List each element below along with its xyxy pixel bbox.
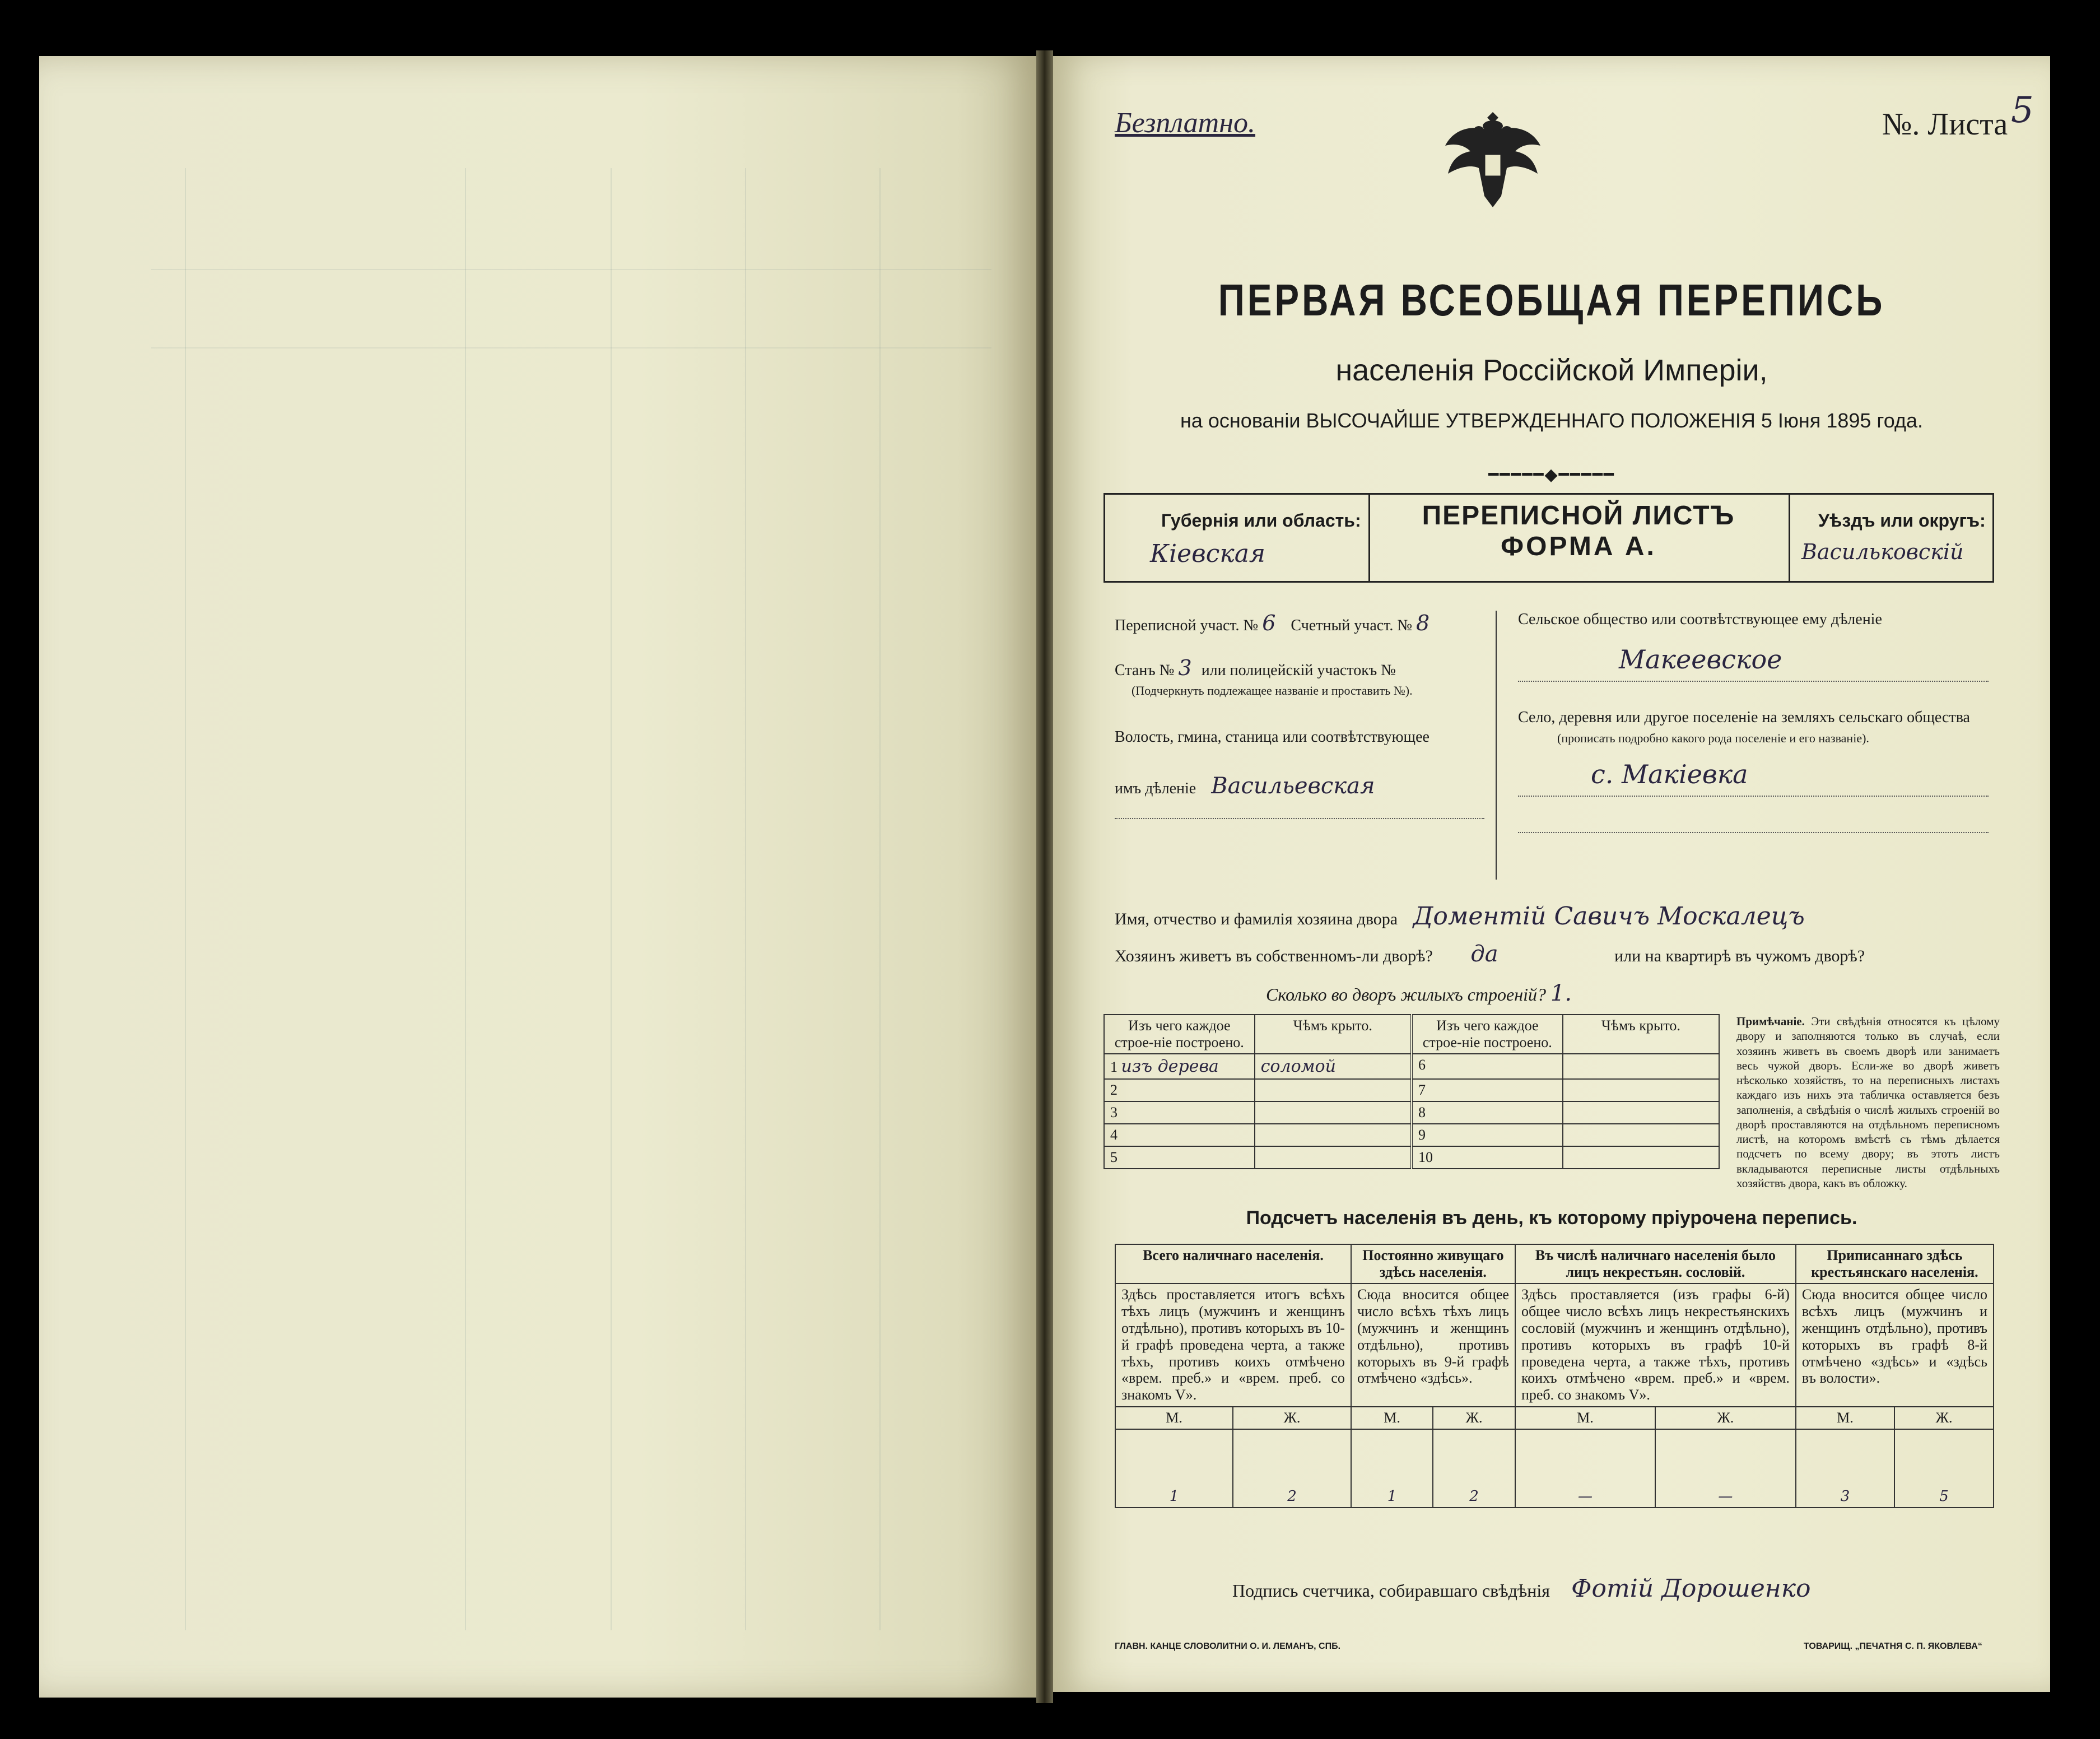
m-header: М. [1351,1407,1433,1429]
roof-cell: соломой [1260,1056,1336,1076]
district-value: Васильковскій [1801,540,1964,564]
ghost-rule [185,168,186,1630]
volost-label: Волость, гмина, станица или соотвѣтствующее [1115,728,1430,746]
form-header-box [1103,493,1994,583]
col-desc: Здѣсь проставляется итогъ всѣхъ тѣхъ лицъ (мужчинъ и женщинъ отдѣльно), противъ которыхъ въ 10-й графѣ проведена черта, а также тѣхъ, противъ коихъ отмѣчено «врем. преб.» и «врем. преб. со знакомъ V». [1115,1284,1351,1407]
col-title: Постоянно живущаго здѣсь населенія. [1351,1244,1515,1284]
table-row [1104,1146,1719,1169]
legal-basis: на основаніи ВЫСОЧАЙШЕ УТВЕРЖДЕННАГО ПОЛОЖЕНІЯ 5 Іюня 1895 года. [1180,409,1923,432]
main-title: ПЕРВАЯ ВСЕОБЩАЯ ПЕРЕПИСЬ [1218,275,1885,325]
imperial-eagle-icon [1440,101,1546,213]
book-gutter [1036,50,1053,1703]
population-count-table [1115,1244,1994,1508]
table-row [1104,1124,1719,1146]
count-value: 1 [1351,1429,1433,1508]
signature-value: Фотій Дорошенко [1571,1574,1811,1603]
census-district-value: 6 [1262,611,1276,635]
location-fields-left [1109,611,1497,880]
village-note: (прописать подробно какого рода поселеніе и его названіе). [1557,731,1869,745]
rent-label: или на квартирѣ въ чужомъ дворѣ? [1614,947,1865,965]
zh-header: Ж. [1233,1407,1351,1429]
printer-right: ТОВАРИЩ. „ПЕЧАТНЯ С. П. ЯКОВЛЕВА“ [1804,1642,1982,1651]
count-district-value: 8 [1416,611,1430,635]
table-row [1115,1429,1994,1508]
printer-left: ГЛАВН. КАНЦЕ СЛОВОЛИТНИ О. И. ЛЕМАНЪ, СПБ. [1115,1642,1341,1651]
note-block [1736,1014,2000,1191]
ghost-rule [151,269,991,270]
col-title: Въ числѣ наличнаго населенія было лицъ некрестьян. сословій. [1515,1244,1796,1284]
district-cell [1789,495,1994,581]
village-value: с. Макіевка [1591,759,1748,789]
zh-header: Ж. [1894,1407,1994,1429]
note-text: Эти свѣдѣнія относятся къ цѣлому двору и заполняются только въ случаѣ, если хозяинъ живетъ въ своемъ дворѣ или занимаетъ весь чужой дворъ. Если-же во дворѣ живетъ нѣсколько хозяйствъ, то на переписныхъ листахъ каждаго изъ нихъ эта табличка оставляется безъ заполненія, а свѣдѣнія о числѣ жилыхъ строеній во дворѣ проставляются на отдѣльномъ переписномъ листѣ, на которомъ вмѣстѣ съ тѣмъ дѣлается подсчетъ по всему двору; въ этотъ листъ вкладываются переписные листы отдѣльныхъ хозяйствъ двора, какъ въ обложку. [1736,1015,2000,1190]
ghost-rule [745,168,746,1630]
form-name: ФОРМА А. [1501,532,1656,561]
row-number: 2 [1104,1079,1255,1101]
owner-label: Имя, отчество и фамилія хозяина двора [1115,910,1398,928]
count-value: 2 [1233,1429,1351,1508]
society-line [1518,681,1989,682]
m-header: М. [1115,1407,1233,1429]
signature-row [1232,1574,1811,1603]
province-value: Кіевская [1150,540,1266,568]
buildings-value: 1. [1550,980,1572,1006]
col-title: Приписаннаго здѣсь крестьянскаго населенія. [1796,1244,1994,1284]
row-number: 4 [1104,1124,1255,1146]
row-number: 5 [1104,1146,1255,1169]
village-line [1518,796,1989,797]
sheet-title-cell [1368,495,1789,581]
col-roof-header: Чѣмъ крыто. [1255,1015,1412,1054]
police-label: или полицейскій участокъ № [1201,662,1396,679]
stan-label: Станъ № [1115,662,1175,679]
col-desc: Сюда вносится общее число всѣхъ лицъ (мужчинъ и женщинъ отдѣльно), противъ которыхъ въ графѣ 8-й отмѣчено «здѣсь» и «здѣсь въ волости». [1796,1284,1994,1407]
count-value: — [1515,1429,1655,1508]
ghost-rule [611,168,612,1630]
table-row [1104,1079,1719,1101]
owner-row [1115,902,1805,931]
row-number: 10 [1412,1146,1563,1169]
village-label: Село, деревня или другое поселеніе на земляхъ сельскаго общества [1518,709,1970,726]
table-row [1104,1101,1719,1124]
census-form-page [1053,56,2050,1692]
census-district-label: Переписной участ. № [1115,617,1259,634]
count-value: 1 [1115,1429,1233,1508]
ornament-divider: ━━━━━◆━━━━━ [1488,465,1615,485]
province-cell [1105,495,1370,581]
row-number: 8 [1412,1101,1563,1124]
owner-value: Доментій Савичъ Москалецъ [1413,902,1805,931]
volost-blank-line [1115,818,1484,819]
col-title: Всего наличнаго населенія. [1115,1244,1351,1284]
row-number: 9 [1412,1124,1563,1146]
volost-value: Васильевская [1211,773,1375,799]
stan-note: (Подчеркнуть подлежащее названіе и проставить №). [1132,683,1413,698]
buildings-table [1103,1014,1720,1169]
sheet-number-value: 5 [2011,90,2034,131]
subtitle: населенія Россійской Имперіи, [1335,354,1768,387]
signature-label: Подпись счетчика, собиравшаго свѣдѣнія [1232,1580,1550,1601]
row-number: 6 [1412,1054,1563,1079]
stan-value: 3 [1178,655,1192,680]
ghost-rule [151,347,991,348]
row-number: 7 [1412,1079,1563,1101]
m-header: М. [1515,1407,1655,1429]
ghost-rule [465,168,466,1630]
ghost-rule [879,168,881,1630]
row-number: 3 [1104,1101,1255,1124]
note-heading: Примѣчаніе. [1736,1015,1805,1028]
col-desc: Сюда вносится общее число всѣхъ тѣхъ лицъ (мужчинъ и женщинъ отдѣльно), противъ которыхъ въ 9-й графѣ отмѣчено «здѣсь». [1351,1284,1515,1407]
zh-header: Ж. [1433,1407,1515,1429]
col-material-header-2: Изъ чего каждое строе-ніе построено. [1412,1015,1563,1054]
col-material-header: Изъ чего каждое строе-ніе построено. [1104,1015,1255,1054]
count-district-label: Счетный участ. № [1291,617,1413,634]
count-value: 2 [1433,1429,1515,1508]
table-row: 1 изъ дерева соломой 6 [1104,1054,1719,1079]
sheet-number-label: №. Листа [1882,107,2008,142]
volost-label-cont: имъ дѣленіе [1115,780,1196,797]
own-yard-value: да [1470,941,1498,967]
material-cell: изъ дерева [1121,1056,1219,1076]
district-label: Уѣздъ или округъ: [1818,510,1986,531]
free-label: Безплатно. [1115,107,1256,139]
own-yard-row [1115,941,1865,967]
count-heading: Подсчетъ населенія въ день, къ которому пріурочена перепись. [1246,1207,1857,1229]
m-header: М. [1796,1407,1894,1429]
left-page [39,56,1036,1698]
buildings-row [1266,980,1572,1006]
buildings-label: Сколько во дворъ жилыхъ строеній? [1266,984,1546,1005]
col-desc: Здѣсь проставляется (изъ графы 6-й) общее число всѣхъ лицъ некрестьянскихъ сословій (мужчинъ и женщинъ отдѣльно), противъ которыхъ въ графѣ 10-й проведена черта, а также тѣхъ, противъ коихъ отмѣчено «врем. преб.» и «врем. преб. со знакомъ V». [1515,1284,1796,1407]
sheet-title: ПЕРЕПИСНОЙ ЛИСТЪ [1422,501,1735,531]
zh-header: Ж. [1655,1407,1796,1429]
society-label: Сельское общество или соотвѣтствующее ему дѣленіе [1518,611,1882,628]
village-line-2 [1518,832,1989,833]
location-fields-right [1512,611,2000,880]
province-label: Губернія или область: [1161,510,1361,531]
count-value: — [1655,1429,1796,1508]
col-roof-header-2: Чѣмъ крыто. [1563,1015,1719,1054]
own-yard-label: Хозяинъ живетъ въ собственномъ-ли дворѣ? [1115,947,1433,965]
society-value: Макеевское [1619,644,1782,675]
count-value: 3 [1796,1429,1894,1508]
count-value: 5 [1894,1429,1994,1508]
